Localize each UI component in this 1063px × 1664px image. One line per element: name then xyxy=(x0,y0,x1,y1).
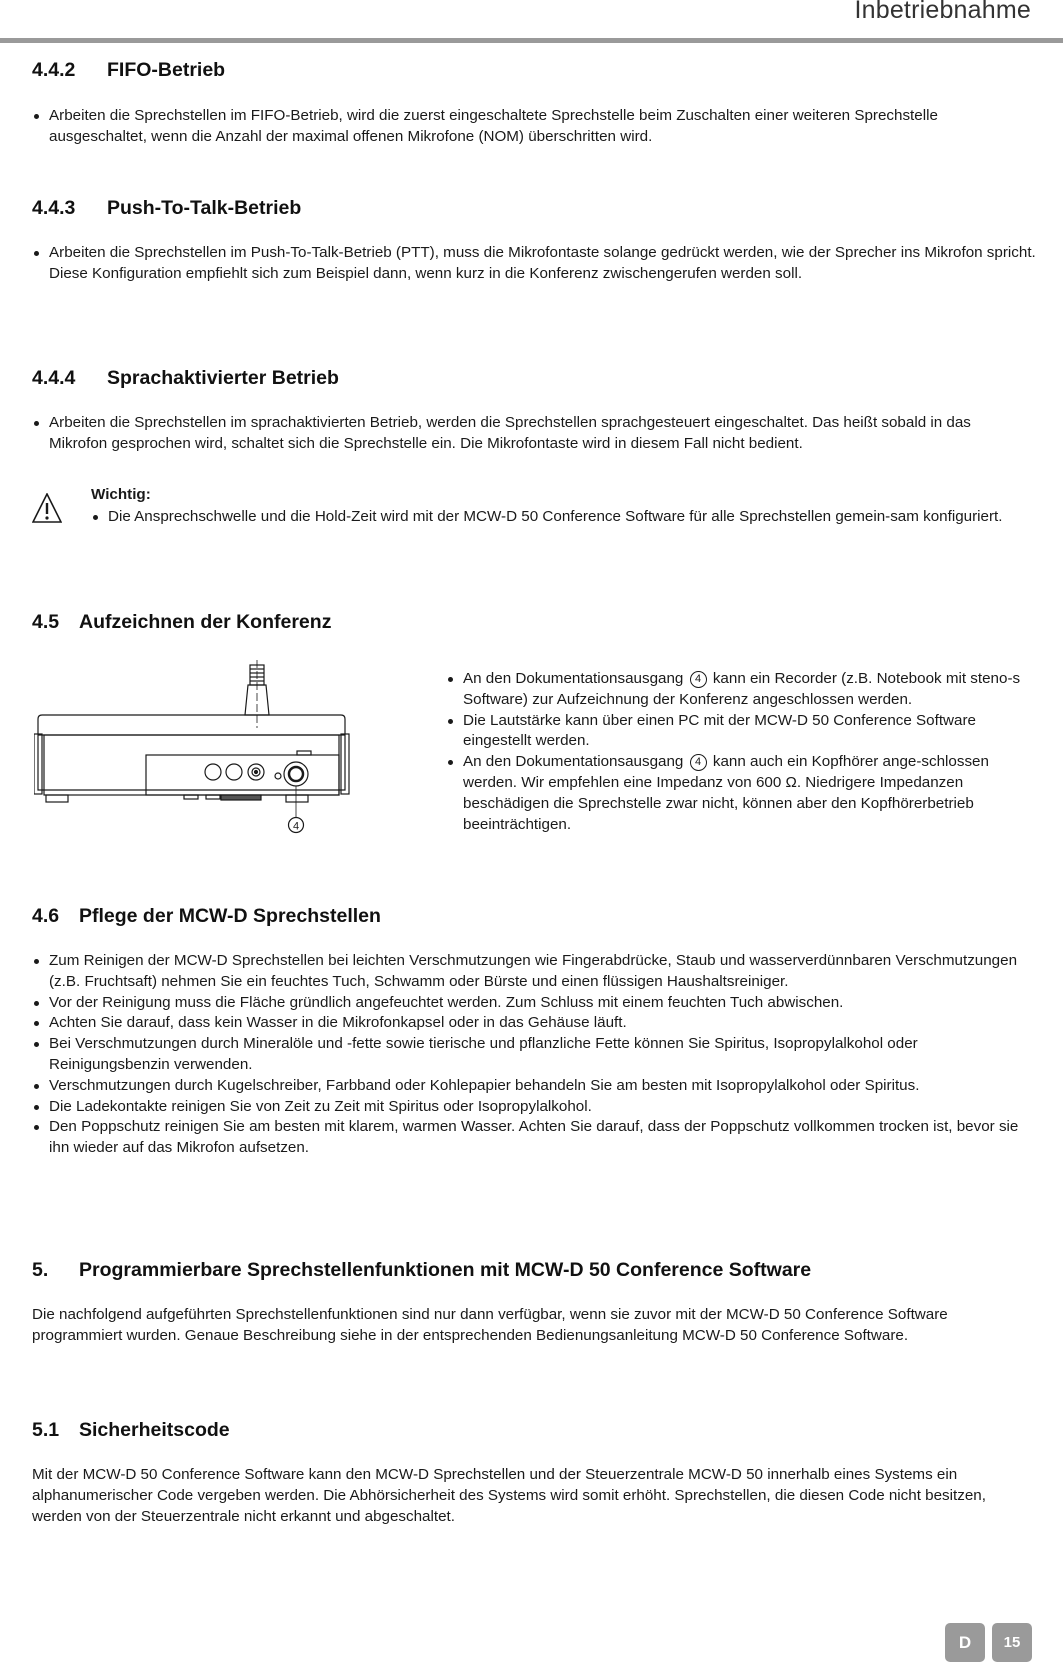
heading-number: 4.4.3 xyxy=(32,197,76,219)
item-text: An den Dokumentationsausgang xyxy=(463,670,684,687)
list-item: Bei Verschmutzungen durch Mineralöle und -fette sowie tierische und pflanzliche Fette können Sie Spiritus, Isopropylalkohol oder Reinigungsbenzin verwenden. xyxy=(32,1034,1042,1076)
list-item: Arbeiten die Sprechstellen im FIFO-Betrieb, wird die zuerst eingeschaltete Sprechstelle beim Zuschalten einer weiteren Sprechstelle ausgeschaltet, wenn die Anzahl der maximal offenen Mikrofone (NOM) überschritten wird. xyxy=(32,106,1032,148)
heading-fifo xyxy=(32,59,225,82)
warning-title: Wichtig: xyxy=(91,486,151,503)
callout-4-icon: 4 xyxy=(690,671,707,688)
heading-record xyxy=(32,611,331,634)
voice-list xyxy=(32,413,1022,455)
list-item xyxy=(446,752,1026,835)
item-text: kann ein Recorder (z.B. Notebook mit steno-s Software) zur Aufzeichnung der Konferenz angeschlossen werden. xyxy=(463,670,1021,708)
heading-text: FIFO-Betrieb xyxy=(107,59,226,81)
heading-number: 5.1 xyxy=(32,1419,60,1441)
list-item: Die Ansprechschwelle und die Hold-Zeit wird mit der MCW-D 50 Conference Software für alle Sprechstellen gemein-sam konfiguriert. xyxy=(91,507,1026,528)
record-list xyxy=(446,669,1026,835)
language-badge: D xyxy=(945,1623,985,1662)
list-item: Arbeiten die Sprechstellen im sprachaktivierten Betrieb, werden die Sprechstellen sprachgesteuert eingeschaltet. Das heißt sobald in das Mikrofon gesprochen wird, schaltet sich die Sprechstelle ein. Die Mikrofontaste wird in diesem Fall nicht bedient. xyxy=(32,413,1022,455)
list-item xyxy=(446,669,1026,711)
heading-text: Aufzeichnen der Konferenz xyxy=(79,611,332,633)
heading-number: 5. xyxy=(32,1259,49,1281)
chapter-title: Inbetriebnahme xyxy=(854,0,1031,24)
list-item: Achten Sie darauf, dass kein Wasser in die Mikrofonkapsel oder in das Gehäuse läuft. xyxy=(32,1013,1042,1034)
list-item: Zum Reinigen der MCW-D Sprechstellen bei leichten Verschmutzungen wie Fingerabdrücke, Staub und wasserverdünnbaren Verschmutzungen (z.B. Fruchtsaft) nehmen Sie ein feuchtes Tuch, Schwamm oder Bürste und einen flüssigen Haushaltsreiniger. xyxy=(32,951,1042,993)
list-item: Arbeiten die Sprechstellen im Push-To-Talk-Betrieb (PTT), muss die Mikrofontaste solange gedrückt werden, wie der Sprecher ins Mikrofon spricht. Diese Konfiguration empfiehlt sich zum Beispiel dann, wenn kurz in die Konferenz zwischengerufen werden soll. xyxy=(32,243,1042,285)
heading-number: 4.4.2 xyxy=(32,59,76,81)
heading-care xyxy=(32,905,381,928)
heading-text: Push-To-Talk-Betrieb xyxy=(107,197,302,219)
list-item: Vor der Reinigung muss die Fläche gründlich angefeuchtet werden. Zum Schluss mit einem feuchten Tuch abwischen. xyxy=(32,993,1042,1014)
heading-number: 4.4.4 xyxy=(32,367,76,389)
list-item: Die Ladekontakte reinigen Sie von Zeit zu Zeit mit Spiritus oder Isopropylalkohol. xyxy=(32,1097,1042,1118)
warning-triangle-icon xyxy=(32,493,62,523)
fifo-list xyxy=(32,106,1032,148)
list-item xyxy=(446,711,1026,753)
list-item: Verschmutzungen durch Kugelschreiber, Farbband oder Kohlepapier behandeln Sie am besten mit Isopropylalkohol oder Spiritus. xyxy=(32,1076,1042,1097)
page-number-badge: 15 xyxy=(992,1623,1032,1662)
heading-ptt xyxy=(32,197,301,220)
ptt-list xyxy=(32,243,1042,285)
security-paragraph: Mit der MCW-D 50 Conference Software kann den MCW-D Sprechstellen und der Steuerzentrale MCW-D 50 innerhalb eines Systems ein alphanumerischer Code vergeben werden. Die Abhörsicherheit des Systems wird somit erhöht. Sprechstellen, die diesen Code nicht besitzen, werden von der Steuerzentrale nicht erkannt und abgeschaltet. xyxy=(32,1466,986,1525)
item-text: Die Lautstärke kann über einen PC mit der MCW-D 50 Conference Software eingestellt werden. xyxy=(463,711,976,750)
care-list xyxy=(32,951,1042,1159)
callout-4-icon: 4 xyxy=(690,754,707,771)
device-rear-illustration xyxy=(34,660,384,835)
heading-number: 4.6 xyxy=(32,905,60,927)
heading-text: Pflege der MCW-D Sprechstellen xyxy=(79,905,381,927)
heading-text: Sicherheitscode xyxy=(79,1419,230,1441)
warning-list xyxy=(91,507,1026,528)
programmable-paragraph: Die nachfolgend aufgeführten Sprechstellenfunktionen sind nur dann verfügbar, wenn sie zuvor mit der MCW-D 50 Conference Software programmiert wurden. Genaue Beschreibung siehe in der entsprechenden Bedienungsanleitung MCW-D 50 Conference Software. xyxy=(32,1306,948,1344)
item-text: An den Dokumentationsausgang xyxy=(463,753,684,771)
list-item: Den Poppschutz reinigen Sie am besten mit klarem, warmen Wasser. Achten Sie darauf, dass der Poppschutz vollkommen trocken ist, bevor sie ihn wieder auf das Mikrofon aufsetzen. xyxy=(32,1117,1042,1159)
heading-text: Programmierbare Sprechstellenfunktionen mit MCW-D 50 Conference Software xyxy=(79,1259,812,1281)
heading-voice xyxy=(32,367,339,390)
header-divider xyxy=(0,38,1063,43)
heading-number: 4.5 xyxy=(32,611,60,633)
item-text: kann auch ein Kopfhörer ange-schlossen werden. Wir empfehlen eine Impedanz von 600 Ω. Niedrigere Impedanzen beschädigen die Sprechstelle zwar nicht, können aber den Kopfhörerbetrieb beeinträchtigen. xyxy=(463,753,989,833)
heading-programmable xyxy=(32,1259,811,1282)
heading-security xyxy=(32,1419,230,1442)
heading-text: Sprachaktivierter Betrieb xyxy=(107,367,339,389)
svg-text:4: 4 xyxy=(292,820,300,833)
